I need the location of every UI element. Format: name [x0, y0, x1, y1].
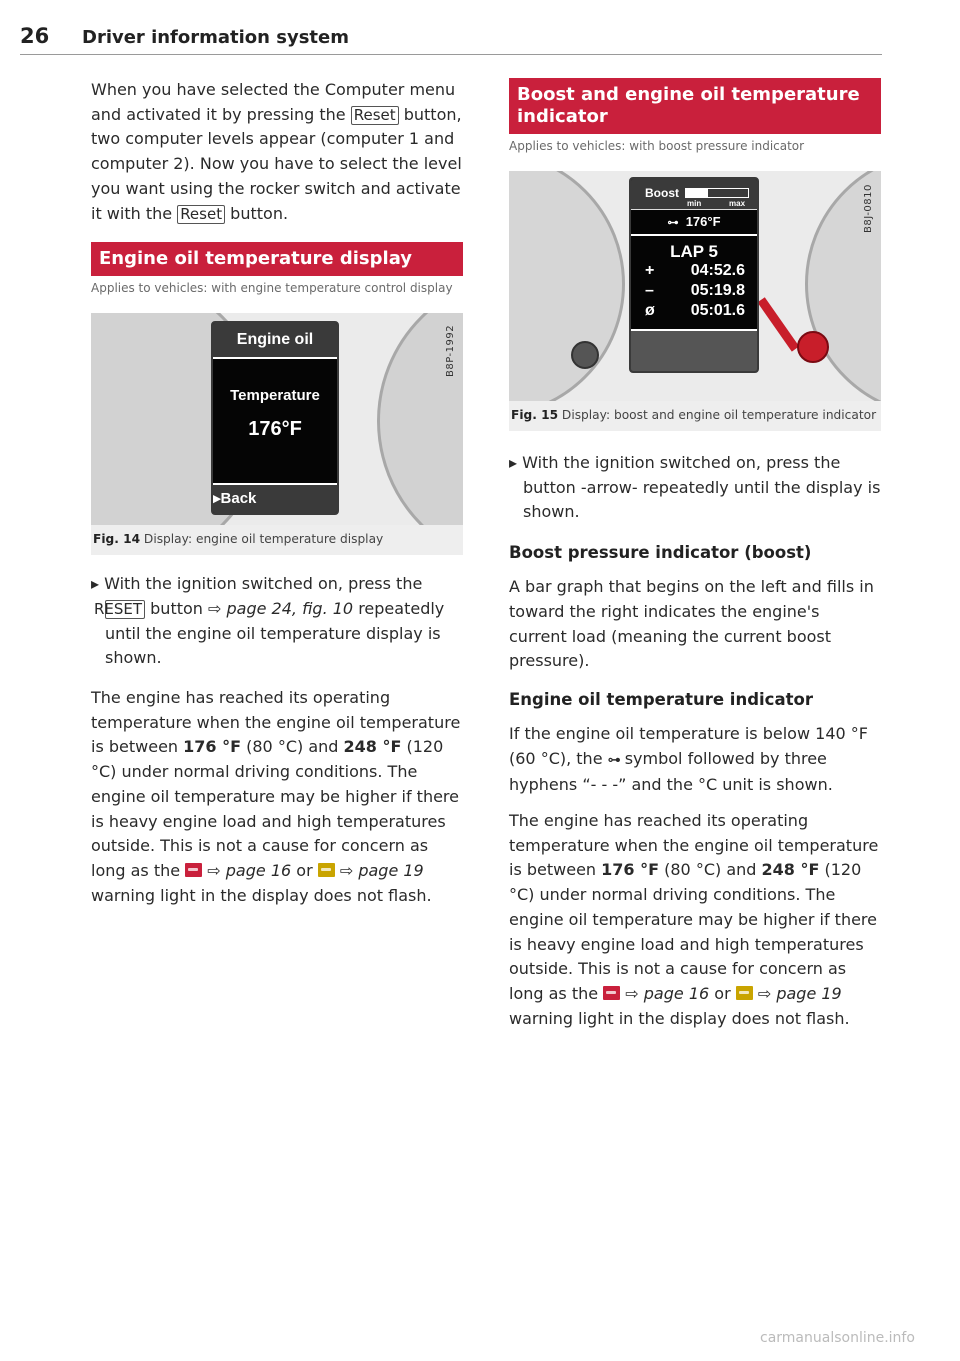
figure-14 [91, 313, 463, 525]
lap-row-worst: – 05:19.8 [645, 282, 745, 299]
boost-bar-fill [686, 189, 708, 197]
heading-boost-pressure: Boost pressure indicator (boost) [509, 543, 812, 563]
boost-bar [685, 188, 749, 198]
boost-label: Boost [645, 186, 679, 200]
page-ref[interactable]: ⇨ page 16 [207, 860, 292, 880]
figure-code: B8P-1992 [445, 325, 456, 378]
reset-key: Reset [351, 106, 399, 125]
gauge-left [509, 171, 625, 401]
watermark: carmanualsonline.info [760, 1330, 915, 1346]
lap-row-average: ø 05:01.6 [645, 302, 745, 319]
temp-row [631, 210, 757, 236]
red-needle [757, 297, 799, 351]
section-heading: Driver information system [82, 27, 349, 48]
applies-to: Applies to vehicles: with boost pressure indicator [509, 139, 805, 153]
needle-hub [797, 331, 829, 363]
coolant-warning-icon [185, 863, 202, 877]
instruction-bullet: ▸ With the ignition switched on, press the button -arrow- repeatedly until the display is shown. [509, 453, 881, 522]
reset-key: Reset [177, 205, 225, 224]
oil-temp-paragraph: If the engine oil temperature is below 140 °F (60 °C), the ⊶ symbol followed by three hyphens “- - -” and the °C unit is shown. [509, 723, 868, 795]
section-title-engine-oil: Engine oil temperature display [91, 242, 463, 276]
right-column [509, 78, 881, 1031]
page-ref[interactable]: ⇨ page 16 [625, 983, 710, 1003]
heading-oil-temp: Engine oil temperature indicator [509, 689, 813, 709]
coolant-warning-icon [603, 986, 620, 1000]
dash-screen [629, 177, 759, 373]
page-ref[interactable]: ⇨ page 19 [339, 860, 424, 880]
operating-temp-paragraph: The engine has reached its operating temperature when the engine oil temperature is between 176 °F (80 °C) and 248 °F (120 °C) under normal driving conditions. The engine oil temperature may be higher if there is heavy engine load and high temperatures outside. This is not a cause for concern as long as the ⇨ page 16 or ⇨ page 19 warning light in the display does not flash. [509, 811, 879, 1028]
oil-warning-icon [736, 986, 753, 1000]
oil-warning-icon [318, 863, 335, 877]
instruction-bullet: ▸ With the ignition switched on, press the RESET button ⇨ page 24, fig. 10 repeatedly until the engine oil temperature display is shown. [91, 574, 445, 668]
page-ref[interactable]: ⇨ page 19 [757, 983, 842, 1003]
figure-caption: Fig. 15 Display: boost and engine oil temperature indicator [509, 401, 881, 431]
reset-key: RESET [105, 600, 145, 619]
thermometer-icon: ⊶ [607, 752, 620, 768]
screen-title: Engine oil [213, 323, 337, 359]
boost-max: max [729, 199, 746, 208]
temp-value: 176°F [685, 214, 721, 229]
boost-paragraph: A bar graph that begins on the left and fills in toward the right indicates the engine's current load (meaning the current boost pressure). [509, 577, 874, 671]
page-header [20, 24, 882, 55]
screen-temp-value: 176°F [248, 418, 302, 441]
figure-15 [509, 171, 881, 401]
figure-caption: Fig. 14 Display: engine oil temperature display [91, 525, 463, 555]
round-knob [571, 341, 599, 369]
intro-paragraph: When you have selected the Computer menu and activated it by pressing the Reset button, two computer levels appear (computer 1 and computer 2). Now you have to select the level you want using the rocker switch and activate it with the Reset button. [91, 80, 462, 223]
figure-code: B8J-0810 [863, 184, 874, 233]
boost-row [631, 179, 757, 210]
screen-bottom [631, 329, 757, 371]
thermometer-icon: ⊶ [667, 217, 679, 229]
section-title-boost: Boost and engine oil temperature indicator [509, 78, 881, 134]
dash-screen [211, 321, 339, 515]
screen-temp-label: Temperature [230, 387, 320, 405]
left-column [91, 78, 463, 908]
lap-row-best: + 04:52.6 [645, 262, 745, 279]
lap-label: LAP 5 [670, 242, 718, 261]
operating-temp-paragraph: The engine has reached its operating temperature when the engine oil temperature is between 176 °F (80 °C) and 248 °F (120 °C) under normal driving conditions. The engine oil temperature may be higher if there is heavy engine load and high temperatures outside. This is not a cause for concern as long as the ⇨ page 16 or ⇨ page 19 warning light in the display does not flash. [91, 688, 461, 905]
screen-back-button: ▸Back [213, 483, 337, 513]
boost-min: min [687, 199, 702, 208]
page-number: 26 [20, 24, 50, 48]
applies-to: Applies to vehicles: with engine temperature control display [91, 281, 453, 296]
page-ref[interactable]: ⇨ page 24, fig. 10 [208, 598, 354, 618]
